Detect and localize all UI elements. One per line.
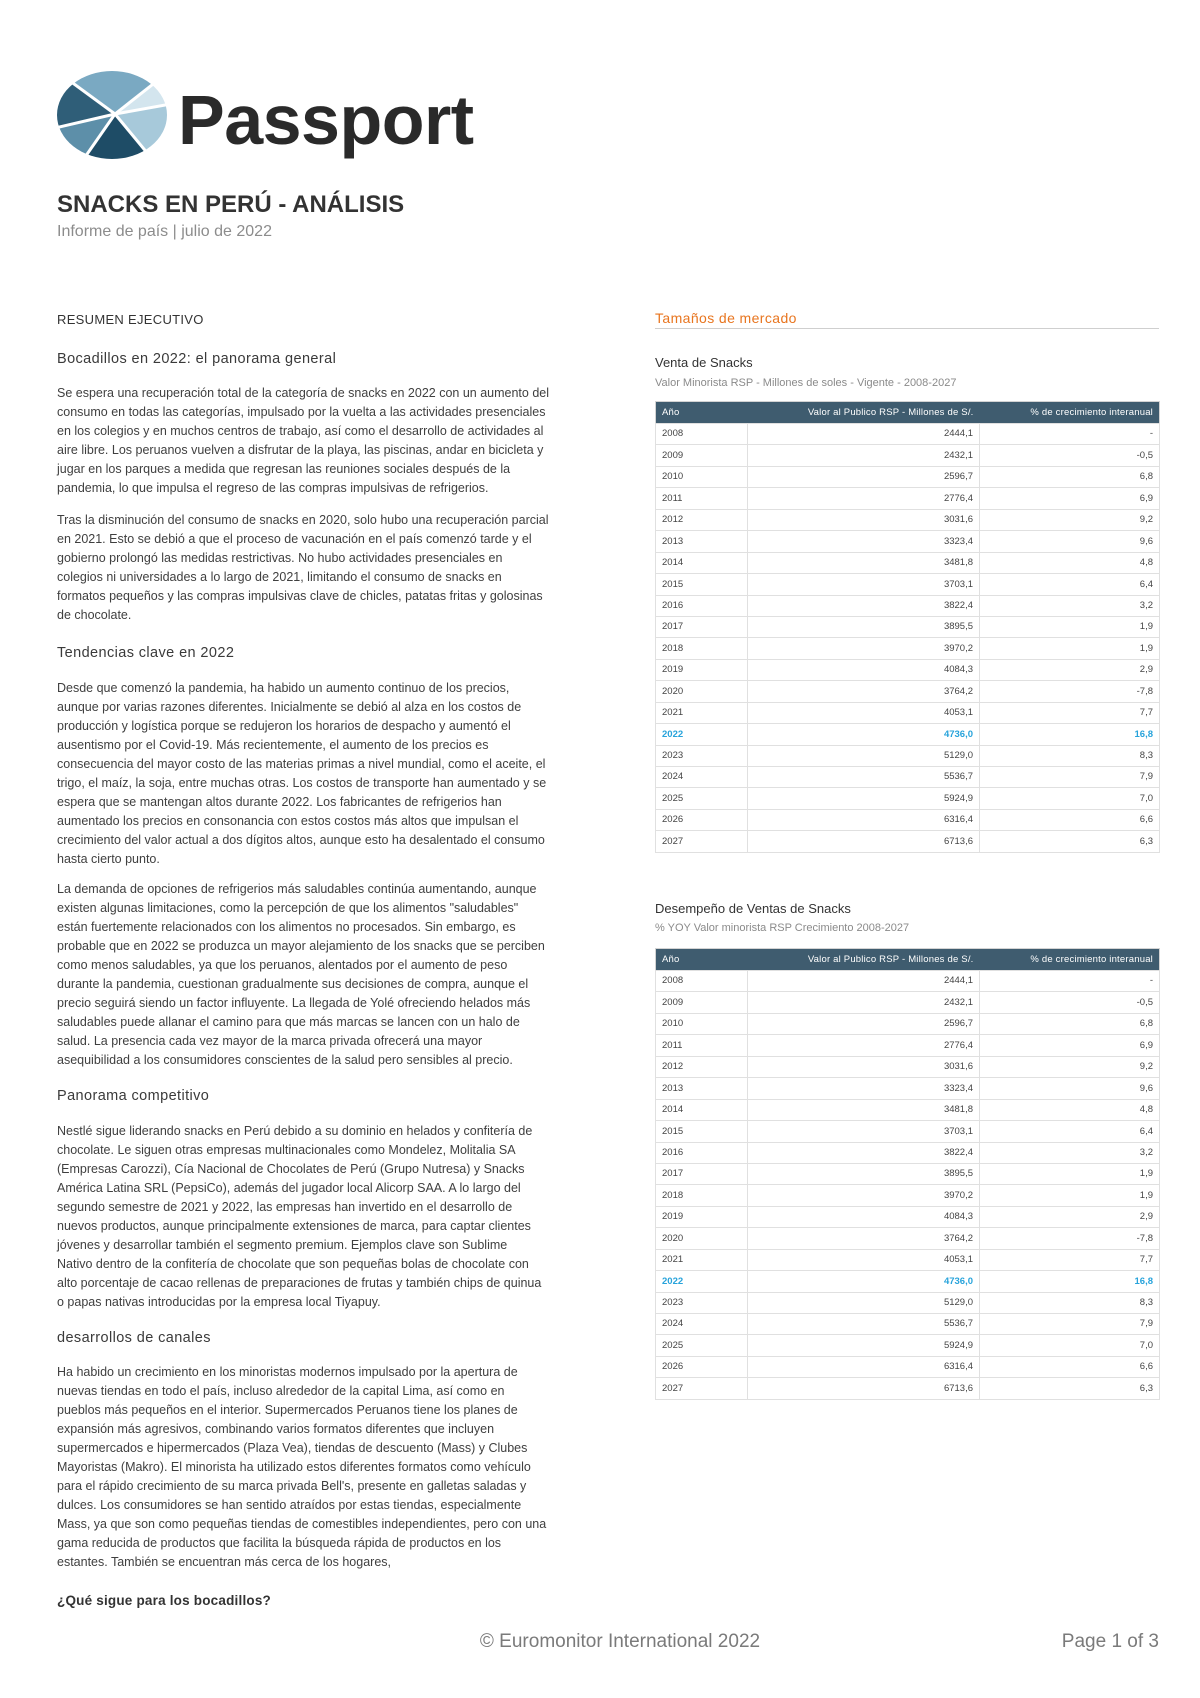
cell-growth: 6,8 [980, 1013, 1160, 1034]
cell-growth: 6,9 [980, 1035, 1160, 1056]
paragraph-line: jóvenes y desarrollar también el segmento premium. Ejemplos clave son Sublime [57, 1238, 508, 1252]
cell-value: 3895,5 [748, 1163, 980, 1184]
cell-growth: 7,7 [980, 702, 1160, 723]
cell-value: 3764,2 [748, 681, 980, 702]
paragraph-line: colegios ni universidades a lo largo de 2021, limitando el consumo de snacks en [57, 570, 502, 584]
cell-year: 2012 [656, 1056, 748, 1077]
cell-year: 2019 [656, 659, 748, 680]
cell-value: 6316,4 [748, 809, 980, 830]
cell-growth: 6,8 [980, 466, 1160, 487]
paragraph-line: como menos saludables, ya que los peruanos, alentados por el aumento de peso [57, 958, 508, 972]
cell-growth: 7,0 [980, 788, 1160, 809]
paragraph-line: expansión más agresivos, combinando varios formatos diferentes que incluyen [57, 1422, 495, 1436]
paragraph-line: Mass, ya que son como pequeñas tiendas de comestibles independientes, pero con una [57, 1517, 547, 1531]
table-row [656, 1249, 1160, 1270]
report-subtitle: Informe de país | julio de 2022 [57, 223, 272, 240]
cell-value: 5536,7 [748, 767, 980, 788]
paragraph-line: jugar en los parques a medida que regresan las reuniones sociales después de la [57, 462, 511, 476]
cell-value: 2596,7 [748, 1013, 980, 1034]
paragraph-overview-1 [57, 384, 562, 498]
table-row [656, 488, 1160, 509]
table-row [656, 638, 1160, 659]
table-row [656, 659, 1160, 680]
table-row [656, 1314, 1160, 1335]
paragraph-line: pueblos más pequeños en el interior. Supermercados Peruanos tiene los planes de [57, 1403, 518, 1417]
cell-growth: 6,9 [980, 488, 1160, 509]
column-header: Año [656, 949, 748, 971]
paragraph-line: consumo en todas las categorías, impulsado por la vuelta a las actividades presenciales [57, 405, 546, 419]
table-row [656, 616, 1160, 637]
cell-growth: 3,2 [980, 1142, 1160, 1163]
cell-value: 3323,4 [748, 1078, 980, 1099]
table-row [656, 1335, 1160, 1356]
table-row [656, 809, 1160, 830]
cell-year: 2008 [656, 971, 748, 992]
cell-value: 5129,0 [748, 745, 980, 766]
paragraph-line: aumentado los precios en consonancia con estos costos más altos que impulsan el [57, 814, 519, 828]
cell-growth: -7,8 [980, 1228, 1160, 1249]
column-header: % de crecimiento interanual [980, 402, 1160, 424]
paragraph-line: saludables puede allanar el camino para que más marcas se lancen con un halo de [57, 1015, 520, 1029]
cell-growth: 1,9 [980, 638, 1160, 659]
cell-year: 2011 [656, 488, 748, 509]
cell-year: 2009 [656, 992, 748, 1013]
cell-growth: 4,8 [980, 1099, 1160, 1120]
paragraph-line: supermercados e hipermercados (Plaza Vea), tiendas de descuento (Mass) y Clubes [57, 1441, 528, 1455]
paragraph-line: pandemia, lo que impulsa el regreso de las compras impulsivas de refrigerios. [57, 481, 489, 495]
table-row [656, 1185, 1160, 1206]
cell-value: 5924,9 [748, 1335, 980, 1356]
cell-year: 2025 [656, 788, 748, 809]
cell-growth: 9,2 [980, 1056, 1160, 1077]
cell-growth: 1,9 [980, 1163, 1160, 1184]
table-row [656, 1271, 1160, 1292]
cell-year: 2018 [656, 1185, 748, 1206]
cell-growth: -7,8 [980, 681, 1160, 702]
cell-value: 3895,5 [748, 616, 980, 637]
cell-growth: 6,6 [980, 1356, 1160, 1377]
cell-growth: - [980, 424, 1160, 445]
cell-year: 2016 [656, 595, 748, 616]
table-header-row [656, 402, 1160, 424]
cell-value: 3031,6 [748, 1056, 980, 1077]
cell-value: 3703,1 [748, 574, 980, 595]
cell-value: 3703,1 [748, 1121, 980, 1142]
cell-year: 2024 [656, 767, 748, 788]
paragraph-line: salud. La presencia cada vez mayor de la marca privada ofrecerá una mayor [57, 1034, 483, 1048]
cell-value: 4736,0 [748, 1271, 980, 1292]
cell-year: 2027 [656, 1378, 748, 1399]
cell-growth: -0,5 [980, 992, 1160, 1013]
paragraph-line: alto porcentaje de cacao rellenas de preparaciones de frutas y también chips de quinua [57, 1276, 542, 1290]
paragraph-line: están fuertemente relacionados con los alimentos no procesados. Sin embargo, es [57, 920, 516, 934]
cell-year: 2014 [656, 1099, 748, 1120]
table-subtitle-performance: % YOY Valor minorista RSP Crecimiento 2008-2027 [655, 922, 910, 934]
paragraph-line: nuevos productos, aunque principalmente extensiones de marca, para captar clientes [57, 1219, 531, 1233]
cell-year: 2024 [656, 1314, 748, 1335]
paragraph-line: probable que en 2022 se produzca un mayor alejamiento de los snacks que se perciben [57, 939, 545, 953]
cell-year: 2012 [656, 509, 748, 530]
paragraph-trends-1 [57, 679, 562, 869]
cell-year: 2020 [656, 1228, 748, 1249]
cell-year: 2016 [656, 1142, 748, 1163]
cell-year: 2023 [656, 1292, 748, 1313]
cell-year: 2026 [656, 1356, 748, 1377]
cell-value: 3764,2 [748, 1228, 980, 1249]
cell-year: 2025 [656, 1335, 748, 1356]
cell-value: 3481,8 [748, 1099, 980, 1120]
cell-growth: 4,8 [980, 552, 1160, 573]
cell-year: 2020 [656, 681, 748, 702]
performance-table [655, 948, 1160, 1400]
paragraph-line: segundo semestre de 2021 y 2022, las empresas han invertido en el desarrollo de [57, 1200, 513, 1214]
cell-value: 2432,1 [748, 445, 980, 466]
table-title-sales: Venta de Snacks [655, 355, 753, 370]
cell-value: 2776,4 [748, 1035, 980, 1056]
cell-year: 2010 [656, 1013, 748, 1034]
paragraph-line: en 2021. Esto se debió a que el proceso de vacunación en el país comenzó tarde y el [57, 532, 532, 546]
paragraph-line: asequibilidad a los consumidores conscientes de la salud pero sensibles al precio. [57, 1053, 513, 1067]
paragraph-line: de chocolate. [57, 608, 132, 622]
cell-year: 2021 [656, 1249, 748, 1270]
cell-growth: 7,0 [980, 1335, 1160, 1356]
executive-summary-label: RESUMEN EJECUTIVO [57, 312, 204, 327]
section-heading-overview: Bocadillos en 2022: el panorama general [57, 351, 337, 367]
paragraph-line: gama reducida de productos que facilita la búsqueda rápida de productos en los [57, 1536, 502, 1550]
table-row [656, 466, 1160, 487]
cell-value: 5536,7 [748, 1314, 980, 1335]
cell-growth: 8,3 [980, 745, 1160, 766]
table-row [656, 1163, 1160, 1184]
cell-value: 5924,9 [748, 788, 980, 809]
cell-year: 2008 [656, 424, 748, 445]
market-sizes-heading: Tamaños de mercado [655, 308, 1159, 329]
cell-value: 3970,2 [748, 638, 980, 659]
table-row [656, 745, 1160, 766]
cell-value: 2444,1 [748, 971, 980, 992]
cell-year: 2014 [656, 552, 748, 573]
cell-growth: 1,9 [980, 1185, 1160, 1206]
paragraph-line: chocolate. Le siguen otras empresas multinacionales como Mondelez, Molitalia SA [57, 1143, 516, 1157]
cell-value: 3031,6 [748, 509, 980, 530]
table-row [656, 1228, 1160, 1249]
table-row [656, 1099, 1160, 1120]
cell-year: 2027 [656, 831, 748, 852]
column-header: Año [656, 402, 748, 424]
cell-year: 2017 [656, 1163, 748, 1184]
column-header: Valor al Publico RSP - Millones de S/. [748, 402, 980, 424]
paragraph-line: nuevas tiendas en todo el país, incluso alrededor de la capital Lima, así como en [57, 1384, 505, 1398]
paragraph-line: trigo, el maíz, la soja, entre muchas otras. Los costos de transporte han aumentado y se [57, 776, 547, 790]
cell-year: 2015 [656, 1121, 748, 1142]
paragraph-line: estantes. También se encuentran más cerca de los hogares, [57, 1555, 391, 1569]
table-row [656, 531, 1160, 552]
table-row [656, 509, 1160, 530]
table-row [656, 1056, 1160, 1077]
logo-wordmark: Passport [178, 81, 474, 159]
table-header-row [656, 949, 1160, 971]
cell-value: 3822,4 [748, 595, 980, 616]
cell-growth: - [980, 971, 1160, 992]
table-row [656, 724, 1160, 745]
paragraph-line: producción y logística porque se redujeron los horarios de despacho y aumentó el [57, 719, 511, 733]
cell-growth: 9,2 [980, 509, 1160, 530]
paragraph-line: Tras la disminución del consumo de snacks en 2020, solo hubo una recuperación parcial [57, 513, 549, 527]
cell-year: 2013 [656, 1078, 748, 1099]
cell-growth: 2,9 [980, 659, 1160, 680]
paragraph-line: ausentismo por el Covid-19. Más recientemente, el aumento de los precios es [57, 738, 489, 752]
paragraph-line: Nativo dentro de la confitería de chocolate que son pequeñas bolas de chocolate con [57, 1257, 529, 1271]
paragraph-line: (Empresas Carozzi), Cía Nacional de Chocolates de Perú (Grupo Nutresa) y Snacks [57, 1162, 525, 1176]
paragraph-line: gobierno prolongó las medidas restrictivas. No hubo actividades presenciales en [57, 551, 503, 565]
page-number: Page 1 of 3 [1061, 1631, 1159, 1652]
cell-growth: 6,6 [980, 809, 1160, 830]
cell-growth: 2,9 [980, 1206, 1160, 1227]
cell-value: 4084,3 [748, 1206, 980, 1227]
table-row [656, 1356, 1160, 1377]
cell-value: 2432,1 [748, 992, 980, 1013]
cell-value: 6713,6 [748, 831, 980, 852]
cell-value: 2776,4 [748, 488, 980, 509]
column-header: Valor al Publico RSP - Millones de S/. [748, 949, 980, 971]
cell-growth: 8,3 [980, 1292, 1160, 1313]
cell-growth: 6,4 [980, 574, 1160, 595]
paragraph-line: durante la pandemia, cuestionan gradualmente sus decisiones de compra, aunque el [57, 977, 529, 991]
table-row [656, 831, 1160, 852]
paragraph-line: Nestlé sigue liderando snacks en Perú debido a su dominio en helados y confitería de [57, 1124, 533, 1138]
paragraph-line: en los colegios y en muchos centros de trabajo, así como el desarrollo de actividades al [57, 424, 544, 438]
cell-value: 2444,1 [748, 424, 980, 445]
passport-globe-icon [55, 70, 171, 160]
report-title: SNACKS EN PERÚ - ANÁLISIS [57, 191, 405, 218]
paragraph-line: formatos pequeños y las compras impulsivas clave de chicles, patatas fritas y golosinas [57, 589, 543, 603]
cell-value: 3970,2 [748, 1185, 980, 1206]
paragraph-overview-2 [57, 511, 562, 625]
cell-growth: 6,3 [980, 831, 1160, 852]
paragraph-line: aire libre. Los peruanos vuelven a disfrutar de la playa, las piscinas, andar en bicicleta y [57, 443, 544, 457]
cell-year: 2009 [656, 445, 748, 466]
cell-value: 4053,1 [748, 1249, 980, 1270]
paragraph-competitive [57, 1122, 562, 1312]
paragraph-line: Ha habido un crecimiento en los minoristas modernos impulsado por la apertura de [57, 1365, 518, 1379]
paragraph-line: Desde que comenzó la pandemia, ha habido un aumento continuo de los precios, [57, 681, 510, 695]
cell-year: 2015 [656, 574, 748, 595]
paragraph-line: crecimiento del valor actual a dos dígitos altos, aunque esto ha desalentado el consumo [57, 833, 545, 847]
cell-year: 2019 [656, 1206, 748, 1227]
cell-growth: 7,9 [980, 1314, 1160, 1335]
cell-year: 2018 [656, 638, 748, 659]
cell-year: 2011 [656, 1035, 748, 1056]
table-row [656, 1142, 1160, 1163]
paragraph-channels [57, 1363, 562, 1572]
table-row [656, 445, 1160, 466]
section-heading-competitive: Panorama competitivo [57, 1088, 210, 1104]
paragraph-line: para el rápido crecimiento de su marca privada Bell's, presente en galletas saladas y [57, 1479, 527, 1493]
paragraph-line: espera que se mantengan altos durante 2022. Los fabricantes de refrigerios han [57, 795, 502, 809]
paragraph-line: dulces. Los consumidores se han sentido atraídos por estas tiendas, especialmente [57, 1498, 522, 1512]
paragraph-line: Mayoristas (Makro). El minorista ha utilizado estos diferentes formatos como vehículo [57, 1460, 531, 1474]
cell-value: 3323,4 [748, 531, 980, 552]
cell-growth: 1,9 [980, 616, 1160, 637]
column-header: % de crecimiento interanual [980, 949, 1160, 971]
table-row [656, 1292, 1160, 1313]
cell-growth: 7,9 [980, 767, 1160, 788]
table-row [656, 971, 1160, 992]
section-heading-channels: desarrollos de canales [57, 1330, 211, 1346]
paragraph-line: precio seguirá siendo un factor influyente. La llegada de Yolé ofreciendo helados más [57, 996, 531, 1010]
cell-growth: 16,8 [980, 724, 1160, 745]
footer-copyright: © Euromonitor International 2022 [479, 1631, 761, 1652]
paragraph-line: América Latina SRL (PepsiCo), además del jugador local Alicorp SAA. A lo largo del [57, 1181, 521, 1195]
paragraph-line: o papas nativas introducidas por la empresa local Tiyapuy. [57, 1295, 381, 1309]
cell-value: 2596,7 [748, 466, 980, 487]
table-row [656, 1121, 1160, 1142]
cell-growth: -0,5 [980, 445, 1160, 466]
section-heading-trends: Tendencias clave en 2022 [57, 645, 235, 661]
cell-value: 6713,6 [748, 1378, 980, 1399]
cell-growth: 7,7 [980, 1249, 1160, 1270]
table-row [656, 767, 1160, 788]
cell-year: 2026 [656, 809, 748, 830]
cell-year: 2021 [656, 702, 748, 723]
cell-year: 2010 [656, 466, 748, 487]
cell-year: 2023 [656, 745, 748, 766]
paragraph-trends-2 [57, 880, 562, 1070]
cell-growth: 9,6 [980, 531, 1160, 552]
cell-value: 4084,3 [748, 659, 980, 680]
cell-growth: 9,6 [980, 1078, 1160, 1099]
cell-growth: 6,4 [980, 1121, 1160, 1142]
paragraph-line: Se espera una recuperación total de la categoría de snacks en 2022 con un aumento del [57, 386, 550, 400]
table-row [656, 1035, 1160, 1056]
section-heading-outlook: ¿Qué sigue para los bocadillos? [57, 1593, 271, 1608]
table-row [656, 424, 1160, 445]
cell-value: 6316,4 [748, 1356, 980, 1377]
cell-year: 2022 [656, 1271, 748, 1292]
table-row [656, 681, 1160, 702]
table-title-performance: Desempeño de Ventas de Snacks [655, 901, 851, 916]
paragraph-line: hasta cierto punto. [57, 852, 160, 866]
table-row [656, 595, 1160, 616]
cell-year: 2013 [656, 531, 748, 552]
paragraph-line: consecuencia del mayor costo de las materias primas a nivel mundial, como el aceite, el [57, 757, 546, 771]
sales-table [655, 401, 1160, 853]
table-row [656, 1206, 1160, 1227]
cell-growth: 3,2 [980, 595, 1160, 616]
cell-year: 2017 [656, 616, 748, 637]
paragraph-line: aunque por varias razones diferentes. Inicialmente se debió al alza en los costos de [57, 700, 522, 714]
cell-value: 5129,0 [748, 1292, 980, 1313]
cell-value: 3481,8 [748, 552, 980, 573]
cell-growth: 6,3 [980, 1378, 1160, 1399]
cell-growth: 16,8 [980, 1271, 1160, 1292]
table-row [656, 1078, 1160, 1099]
table-row [656, 1013, 1160, 1034]
table-row [656, 552, 1160, 573]
cell-year: 2022 [656, 724, 748, 745]
table-row [656, 574, 1160, 595]
table-row [656, 1378, 1160, 1399]
table-row [656, 702, 1160, 723]
table-row [656, 992, 1160, 1013]
cell-value: 4736,0 [748, 724, 980, 745]
table-row [656, 788, 1160, 809]
paragraph-line: existen algunas limitaciones, como la percepción de que los alimentos "saludables" [57, 901, 519, 915]
cell-value: 3822,4 [748, 1142, 980, 1163]
paragraph-line: La demanda de opciones de refrigerios más saludables continúa aumentando, aunque [57, 882, 537, 896]
table-subtitle-sales: Valor Minorista RSP - Millones de soles - Vigente - 2008-2027 [655, 377, 957, 389]
cell-value: 4053,1 [748, 702, 980, 723]
